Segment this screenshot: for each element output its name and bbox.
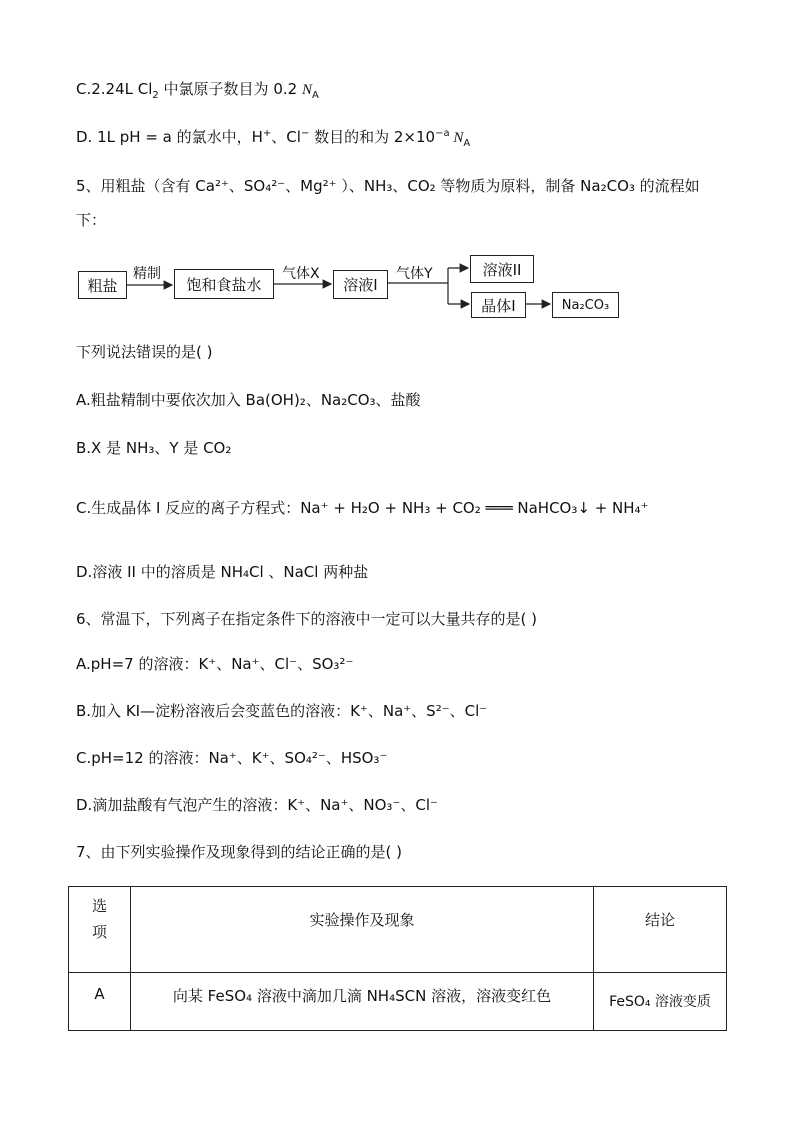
flow-label-gas-y: 气体Y <box>396 266 433 282</box>
q4-optc-na: A <box>311 90 319 101</box>
table-cell-option: A <box>69 973 131 1031</box>
q5-option-a: A.粗盐精制中要依次加入 Ba(OH)₂、Na₂CO₃、盐酸 <box>76 391 421 409</box>
q5-stem-line1: 5、用粗盐（含有 Ca²⁺、SO₄²⁻、Mg²⁺ ）、NH₃、CO₂ 等物质为原料，制备 Na₂CO₃ 的流程如 <box>76 177 700 195</box>
q5-option-d: D.溶液 II 中的溶质是 NH₄Cl 、NaCl 两种盐 <box>76 563 369 581</box>
table-header-option <box>69 887 131 973</box>
q4-optc-n: N <box>301 82 312 98</box>
q6-option-c: C.pH=12 的溶液：Na⁺、K⁺、SO₄²⁻、HSO₃⁻ <box>76 749 388 767</box>
q5-question: 下列说法错误的是( ) <box>76 343 213 361</box>
q4-optc-text: C.2.24L Cl <box>76 80 153 98</box>
q7-table <box>68 886 727 1031</box>
header-option-text: 选项 <box>91 897 107 941</box>
table-header-conclusion <box>594 887 727 973</box>
q4-optd-n: N <box>449 130 464 146</box>
q4-optd-exp: −a <box>435 128 450 139</box>
table-row <box>69 973 727 1031</box>
header-conclusion-text: 结论 <box>644 911 675 929</box>
table-header-operation <box>131 887 594 973</box>
q4-optc-sub: 2 <box>152 90 159 101</box>
flow-box-na2co3: Na₂CO₃ <box>552 292 619 318</box>
q6-option-a: A.pH=7 的溶液：K⁺、Na⁺、Cl⁻、SO₃²⁻ <box>76 655 354 673</box>
q4-optd-text: D. 1L pH = a 的氯水中，H <box>76 128 263 146</box>
table-cell-conclusion: FeSO₄ 溶液变质 <box>594 973 727 1031</box>
flow-box-saturated-brine: 饱和食盐水 <box>174 269 274 299</box>
flow-box-solution-2: 溶液II <box>470 255 534 283</box>
table-cell-operation: 向某 FeSO₄ 溶液中滴加几滴 NH₄SCN 溶液，溶液变红色 <box>131 973 594 1031</box>
q6-stem: 6、常温下，下列离子在指定条件下的溶液中一定可以大量共存的是( ) <box>76 610 538 628</box>
flow-label-gas-x: 气体X <box>282 266 320 282</box>
q4-optd-minus: − <box>300 128 310 139</box>
header-operation-text: 实验操作及现象 <box>309 911 415 929</box>
q5-option-c: C.生成晶体 I 反应的离子方程式：Na⁺ + H₂O + NH₃ + CO₂ ═══ NaHCO₃↓ + NH₄⁺ <box>76 499 649 517</box>
flow-arrows <box>0 0 794 340</box>
q4-optc-mid: 中氯原子数目为 0.2 <box>158 80 302 98</box>
flow-box-crystal-1: 晶体I <box>471 292 526 318</box>
table-header-row <box>69 887 727 973</box>
q4-optd-sep: 、Cl <box>271 128 301 146</box>
flow-label-refine: 精制 <box>133 266 161 282</box>
q6-option-d: D.滴加盐酸有气泡产生的溶液：K⁺、Na⁺、NO₃⁻、Cl⁻ <box>76 796 438 814</box>
q5-stem-line2: 下： <box>76 211 107 229</box>
flow-box-solution-1: 溶液I <box>333 270 388 299</box>
q4-optd-mid: 数目的和为 2×10 <box>309 128 436 146</box>
flow-box-crude-salt: 粗盐 <box>78 271 127 299</box>
q5-option-b: B.X 是 NH₃、Y 是 CO₂ <box>76 439 232 457</box>
q6-option-b: B.加入 KI—淀粉溶液后会变蓝色的溶液：K⁺、Na⁺、S²⁻、Cl⁻ <box>76 702 488 720</box>
q7-stem: 7、由下列实验操作及现象得到的结论正确的是( ) <box>76 843 403 861</box>
q4-optd-plus: + <box>262 128 272 139</box>
q4-optd-na: A <box>463 138 471 149</box>
